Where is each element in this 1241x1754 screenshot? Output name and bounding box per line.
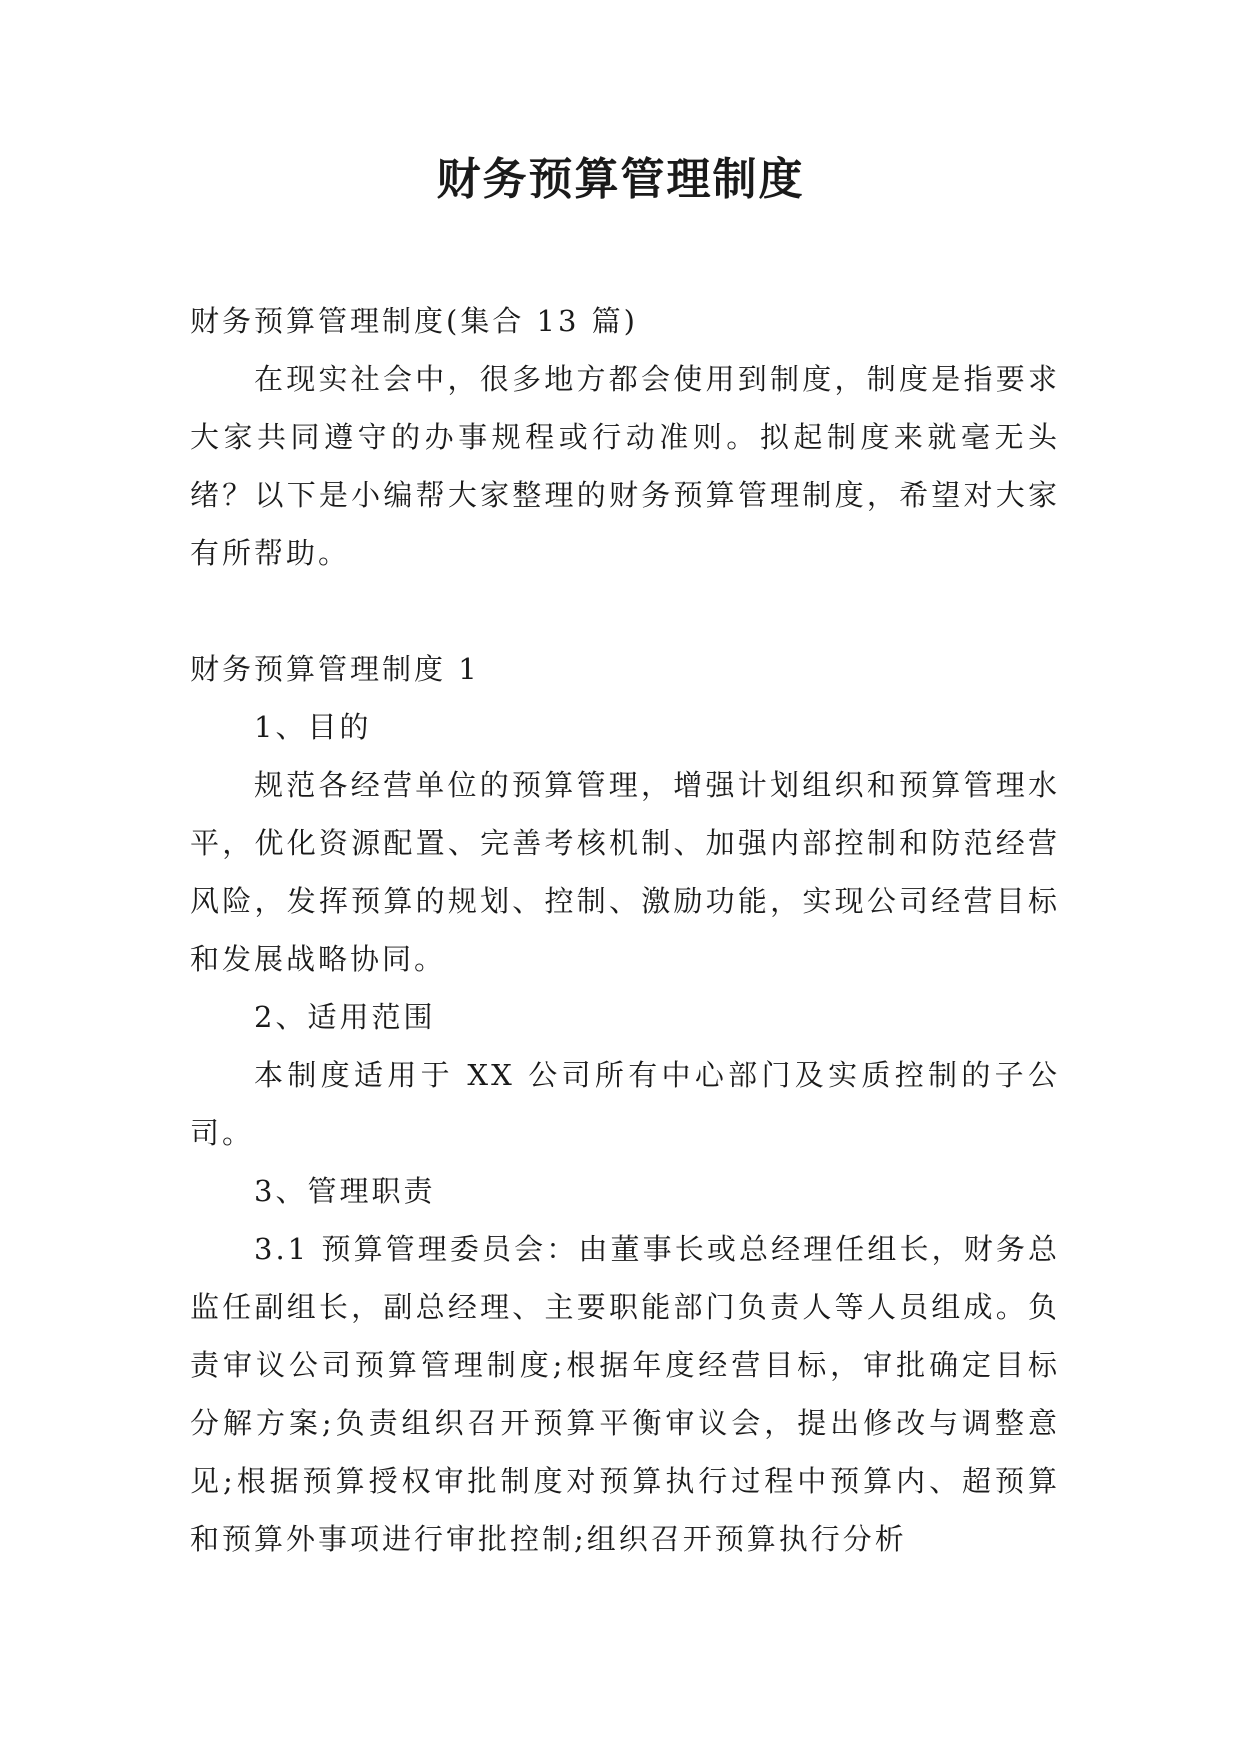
scope-paragraph: 本制度适用于 XX 公司所有中心部门及实质控制的子公司。 [190,1058,1060,1150]
intro-paragraph: 在现实社会中，很多地方都会使用到制度，制度是指要求大家共同遵守的办事规程或行动准则。拟起制度来就毫无头绪？以下是小编帮大家整理的财务预算管理制度，希望对大家有所帮助。 [190,362,1060,570]
heading-purpose: 1、目的 [254,710,372,744]
purpose-paragraph: 规范各经营单位的预算管理，增强计划组织和预算管理水平，优化资源配置、完善考核机制、加强内部控制和防范经营风险，发挥预算的规划、控制、激励功能，实现公司经营目标和发展战略协同。 [190,768,1060,976]
document-body [190,292,1060,1568]
section-title: 财务预算管理制度 1 [190,652,480,686]
heading-scope: 2、适用范围 [254,1000,436,1034]
heading-responsibilities: 3、管理职责 [254,1174,436,1208]
paragraph-spacer [190,582,1060,640]
document-subtitle: 财务预算管理制度(集合 13 篇) [190,304,638,338]
document-title: 财务预算管理制度 [436,154,805,205]
responsibilities-paragraph: 3.1 预算管理委员会：由董事长或总经理任组长，财务总监任副组长，副总经理、主要职能部门负责人等人员组成。负责审议公司预算管理制度;根据年度经营目标，审批确定目标分解方案;负责组织召开预算平衡审议会，提出修改与调整意见;根据预算授权审批制度对预算执行过程中预算内、超预算和预算外事项进行审批控制;组织召开预算执行分析 [190,1232,1060,1556]
